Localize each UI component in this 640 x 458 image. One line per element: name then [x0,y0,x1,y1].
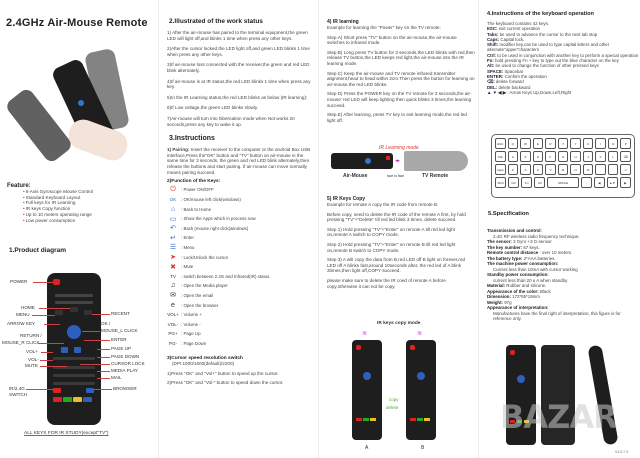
bazar-watermark: BAZAR [500,398,617,436]
cursor-step: 2)Press "OK" and "Vol-" button to speed down the cursor. [167,380,284,386]
key-function-text: : Page Up [181,331,201,337]
spec-label: The key number: [487,244,523,250]
enter-icon: ↵ [170,234,176,242]
keyboard-row [495,138,631,149]
product-diagram-heading: 1.Product diagram [9,247,67,254]
key-function-row [167,204,315,214]
keys-heading: 2)Function of the Keys: [167,179,221,185]
remote-b-image [406,340,436,440]
panel-work-status [158,0,318,458]
key-function-text: : Menu [181,244,195,250]
key-function-row [167,329,315,339]
spec-label: Dimension: [487,294,511,299]
spec-value: 3 Gyro +3 G-sensor [511,239,552,244]
key-name: Tabs: [487,31,499,37]
keyboard-key: O [608,138,619,149]
key-function-row [167,300,315,310]
vol-down-icon: VOL- [167,321,179,327]
ir-signal-icon: ◂▸ [395,158,401,164]
remote-a-label: A [365,445,369,451]
label-vol-down: VOL- [28,357,39,362]
key-name: ENTER: [487,73,504,79]
status-item: 4)If air-mouse is at IR status,the red LED blinks 1 time when press any key. [167,78,311,90]
key-name: ▲ ▼ ◀ ▶ [487,89,507,95]
pairing-text [167,147,315,175]
copy-para: please make sure to delete the IR coed of remote A before copy,otherwise it can not be copy. [327,277,446,289]
keyboard-key: , [595,164,606,175]
key-function-row [167,243,315,253]
spec-label: Remote control distance [487,250,539,255]
keyboard-key: D [533,151,544,162]
keyboard-row [495,164,631,175]
key-function-text: : Open the email [181,292,214,298]
page-down-icon: PG- [168,340,178,346]
feature-item: • Up to 10 meters operating range [23,212,93,218]
key-description: delete forward [494,79,524,85]
spec-label: Material: [487,283,506,288]
menu-icon: ☰ [169,244,177,252]
label-ok: OK / [101,321,111,326]
copy-intro: Example for remote A copy the IR code from remote B. [327,202,439,207]
keyboard-key: Y [570,138,581,149]
keyboard-row [495,177,631,188]
key-function-text: : Open the Media player [181,283,228,289]
key-function-text: : Lock/Unlock the cursor [181,254,229,260]
key-description: Confirm the operation [503,73,547,79]
ir-learning-heading: 4) IR learning [327,19,359,25]
feature-heading: Feature: [7,183,31,189]
keyboard-key: Z [508,164,519,175]
key-function-row [167,233,315,243]
spec-value: Rubber and silicone. [505,283,547,288]
label-arrow-key: ARROW KEY [7,321,36,326]
label-mail: MAIL [111,375,122,380]
keyboard-key: W [520,138,531,149]
keyboard-key: H [570,151,581,162]
label-enter: ENTER [111,337,127,342]
copy-para: Step 2) Hold pressing "TV"+"Enter" on remote B till red led light on,remote B switch to COPY mode, [327,241,456,253]
panel-ir-learning [318,0,478,458]
key-function-text: : Open the browser [181,302,219,308]
key-name: Caps: [487,36,500,42]
page-title: 2.4GHz Air-Mouse Remote [6,17,148,29]
keyboard-key: Fn [521,177,532,188]
key-function-row [167,291,315,301]
status-item: 1) After the air-mouse has paired to the terminal equipment,the green LED will light off,and blinks 1 time when press any other keys. [167,30,308,41]
label-return: RETURN / [20,333,42,338]
spec-item [493,311,639,322]
copy-para: Step 3) A will copy the data from B,red LED off B light on forever,red LED off A blinks fast,around 10seconds after, the red led of A blink 3times,then light off,COPY succeed. [327,257,466,274]
label-mouse-r-click: MOUSE_R CLICK [2,340,40,345]
keyboard-key: ▲▼ [607,177,618,188]
keyboard-key: C [533,164,544,175]
keyboard-instruction [487,42,639,53]
label-ir-switch: IR/2.4G [9,386,25,391]
keyboard-key: B [558,164,569,175]
keyboard-row [495,151,631,162]
label-cursor-lock: CURSOR LOCK [111,361,145,366]
ok-button [67,325,81,339]
key-description: delete backward [497,84,531,90]
keyboard-key: S [520,151,531,162]
key-function-text: : Power ON/OFF [181,187,214,193]
ir-copy-heading: 5) IR Keys Copy [327,196,366,202]
label-page-down: PAGE DOWN [111,354,140,359]
tv-remote-image [404,151,468,171]
label-page-up: PAGE UP [111,346,132,351]
apps-icon: ▭ [169,215,177,223]
keyboard-key: E [533,138,544,149]
keyboard-key: - [581,177,592,188]
spec-value: 2.4G RF wireless radio frequency technique. [493,233,580,239]
feature-item: • Low power consumption [23,218,93,224]
face-to-face-label: face to face [387,174,405,178]
spec-label: Standby power consumption: [487,272,549,277]
key-function-row [167,281,315,291]
product-diagram-remote [47,273,101,425]
vol-up-icon: VOL+ [167,312,179,318]
copy-para: Step 1) Hold pressing "TV"+"Enter" on remote A till red led light on,remote A switch to COPY mode, [327,226,455,238]
key-description: Spacebar [503,68,524,74]
copy-para: Before copy, need to delete the IR code of the remote A first, by hold pressing "TV"+"Delete" till red led blink 3 times, delete succeed. [327,211,466,223]
key-description: be used to advance the cursor to the next tab stop [498,31,598,37]
email-icon: ✉ [170,292,176,300]
label-vol-up: VOL+ [26,349,38,354]
spec-label: Weight: [487,299,504,305]
keyboard-heading: 4.Instructions of the keyboard operation [487,11,594,17]
work-status-heading: 2.Illustrated of the work status [169,18,263,25]
cursor-dpi: (DPI:1000/1600(default)/2200) [172,361,235,367]
air-mouse-label: Air-Mouse [343,173,368,179]
keyboard-key: SPACE [547,177,578,188]
label-mute: MUTE [25,363,39,368]
spec-label: Transmission and control: [487,228,542,233]
keyboard-key: M [583,164,594,175]
keyboard-key: P [620,138,631,149]
wifi-icon: ≋ [417,331,423,337]
keyboard-key: K [595,151,606,162]
home-icon: ⌂ [170,205,176,213]
copy-mode-label: IR keys copy mode [377,321,421,326]
spec-value: Current less than 10mA with cursor working [493,266,578,272]
key-function-text: : Show the Apps which in process now [181,216,256,222]
spec-value: current less than 20 u A when standby. [493,277,569,283]
key-name: DEL: [487,84,498,90]
keyboard-instructions [487,21,639,95]
key-description: : Arrow Keys Up,Down,Left,Right [506,89,572,95]
ir-step: Step.A) Short press "TV" button on the air-mouse,the air-mouse switches to infrared mode. [327,34,457,46]
key-function-row [167,271,315,281]
cursor-step: 1)Press "OK" and "Vol+" button to speed up the cursor. [167,370,279,376]
remote-a-image [352,340,382,440]
spec-value: Black [538,288,551,294]
keyboard-key: F [545,151,556,162]
keyboard-key: R [545,138,556,149]
key-name: Fn: [487,58,494,64]
key-description: be used to change the function of other pressed keys [494,63,599,69]
keyboard-key: A [508,151,519,162]
spec-label: The battery type: [487,255,523,261]
key-name: Ctrl: [487,52,497,58]
spec-value: 2*AAA batteries. [522,255,556,261]
ir-intro: Example for learning the "Power" key on the TV remote: [327,25,441,30]
ir-step: Step.C) Keep the air-mouse and TV remote infrared transmitter alignment,head to head within 2cm.Then press the button for learning on air-mouse,the red LED blinks. [327,70,475,87]
specification-heading: 5.Specification [488,211,529,217]
status-item: 6)If Low voltage,the green LED blinks slowly. [167,105,259,111]
keyboard-key: Tab [495,151,506,162]
spec-value: Manufactures have the final right of interpretation, this figure is for reference only. [493,310,621,321]
panel-overview [0,0,158,458]
key-function-text: : switch between 2.4G and Infrared(IR) status. [181,273,271,279]
label-home: HOME [21,305,35,310]
status-item: 7)Air-mouse will turn into hibernation mode when Not works 20 seconds,press any key to wake it up. [167,115,295,127]
key-description: exit current operation [497,26,540,32]
label-power: POWER [10,279,28,284]
keyboard-key: N [570,164,581,175]
spec-value: 172*55*19mm [510,294,540,299]
label-browser: BROWSER [113,386,137,391]
key-function-row [167,214,315,224]
spec-label: The sensor: [487,239,512,244]
key-function-list [167,185,315,348]
ok-icon: OK [169,196,177,202]
key-function-row [167,185,315,195]
keyboard-instruction [487,90,639,95]
spec-label: Appearance of the color: [487,288,539,294]
spec-value: 97g [503,299,512,305]
tv-remote-label: TV Remote [422,173,449,179]
key-function-text: : Volume - [181,321,201,327]
power-icon: ⏻ [170,185,176,193]
status-item: 5)In the IR Learning status,the red LED blinks as below (IR learning): [167,94,308,100]
delete-annotation: delete [386,405,399,410]
spec-value: : over 10 meters. [538,250,573,255]
page-up-icon: PG+ [168,331,178,337]
key-function-text: : Volume + [181,312,202,318]
keyboard-key: ESC [495,138,506,149]
keyboard-key: L [608,151,619,162]
key-function-row [167,339,315,349]
key-description: to be used in conjunction with another key to perform a special operation [496,52,639,58]
feature-item: • Standard Keyboard Layout [23,195,93,201]
key-function-text: : OK/mouse left click(windows) [181,196,241,202]
key-description: hold pressing Fn + key to type out the blue character on the key [493,58,619,64]
mute-icon: ✖ [170,263,176,271]
key-name: SPACE: [487,68,504,74]
keyboard-key: ▶ [620,177,631,188]
key-name: ESC: [487,26,498,32]
status-item: 3)If air-mouse loss connected with the receiver,the green and red LED blink alternately. [167,62,310,73]
feature-item: • Full keys for IR Learning [23,200,93,206]
spec-label: The machine power consumption: [487,261,559,266]
remote-b-label: B [421,445,425,451]
copy-annotation: copy [389,397,399,402]
key-function-text: : Mute [181,264,194,270]
keyboard-key: G [558,151,569,162]
key-function-text: : Back to Home [181,206,212,212]
key-function-row [167,319,315,329]
key-function-row [167,195,315,205]
spec-label: Appearance of interpretation: [487,305,549,310]
keyboard-key: T [558,138,569,149]
key-description: The keyboard contains 42 keys. [487,21,549,26]
label-recent: RECENT [111,311,130,316]
key-name: ⌫: [487,79,495,85]
tv-icon: TV [170,273,176,279]
ir-step: Step.E) After learning, press TV key to exit learning mode,the red led light off. [327,112,467,123]
label-media-play: MEDIA PLAY [111,368,138,373]
ir-step: Step.D) Press the POWER key on the TV remote for 3 seconds,the air-mouse' red LED will keep lighting then quick blinks 3 times,the learning succeed. [327,91,472,108]
keyboard-key: Ctrl [508,177,519,188]
keyboard-key: Q [508,138,519,149]
key-function-text: : Enter [181,235,194,241]
keyboard-key: Caps [495,164,506,175]
label-menu: MENU [16,312,30,317]
power-button [53,279,60,285]
air-mouse-image [331,153,393,169]
key-function-row [167,252,315,262]
hero-remotes-image [10,40,150,170]
feature-item: • 6-Axis Gyroscope Mouse Control [23,189,93,195]
keyboard-key: U [583,138,594,149]
keyboard-key: ⌫ [620,151,631,162]
cursor-speed-heading: 3)Cursor speed resolution switch [167,356,243,362]
feature-list [7,183,93,223]
status-item: 2)After the cursor locked,the LED light off,and green LED blinks 1 time when press any other keys. [167,46,310,57]
keyboard-key: J [583,151,594,162]
key-function-row [167,223,315,233]
watermark-code: V1.0.7.3 [615,450,629,454]
media-player-icon: ♫ [170,282,176,290]
keyboard-key: ↵ [620,164,631,175]
key-name: Shift: [487,42,499,48]
pairing-label: 1) Pairing: [167,147,190,153]
label-ir-switch-2: SWITCH [9,392,28,397]
keyboard-key: ◀ [594,177,605,188]
keyboard-key: V [545,164,556,175]
browser-icon: e [171,301,175,309]
learning-mode-label: IR Learning mode [379,145,419,151]
cursor-lock-icon: ➤ [170,254,176,262]
key-function-row [167,262,315,272]
key-function-text: : Back (mouse right click(windows) [181,225,249,231]
keyboard-key: X [520,164,531,175]
keyboard-key: I [595,138,606,149]
feature-item: • IR keys Copy function [23,206,93,212]
key-description: Capital lock. [499,36,525,42]
key-function-row [167,310,315,320]
key-function-text: : Page Down [181,340,207,346]
keyboard-key: Alt [534,177,545,188]
instructions-heading: 3.Instructions [169,135,215,143]
back-icon: ↶ [170,225,176,233]
panel-keyboard-spec [478,0,640,458]
key-name: Alt: [487,63,495,69]
keyboard-key: Shift [495,177,506,188]
specification-list [487,228,639,322]
spec-value: 67 keys. [522,244,540,250]
wifi-icon: ≋ [362,331,368,337]
ir-step: Step.B) Long press TV button for 3 seconds,the LED blinks with red,then release TV button,the LED keeps red light,the air-mouse into the IR learning mode. [327,49,475,66]
keyboard-layout-diagram [491,134,635,198]
key-description: modifier key,can be used to type capital letters and other alternate"upper"characters [487,42,610,53]
label-mouse-l-click: MOUSE_L CLICK [101,328,138,333]
ir-study-note: ALL KEYS FOR IR STUDY(except"TV") [24,431,109,436]
keyboard-key: . [608,164,619,175]
pairing-description: Insert the receiver to the computer or the android Box USB interface,Press the"OK" button and "TV" button on air-mouse in the same time for 3 seconds, the green and red LED blink alternately,then release the buttons and start pairing. If air-mouse can move normally means pairing succeed. [167,147,311,175]
